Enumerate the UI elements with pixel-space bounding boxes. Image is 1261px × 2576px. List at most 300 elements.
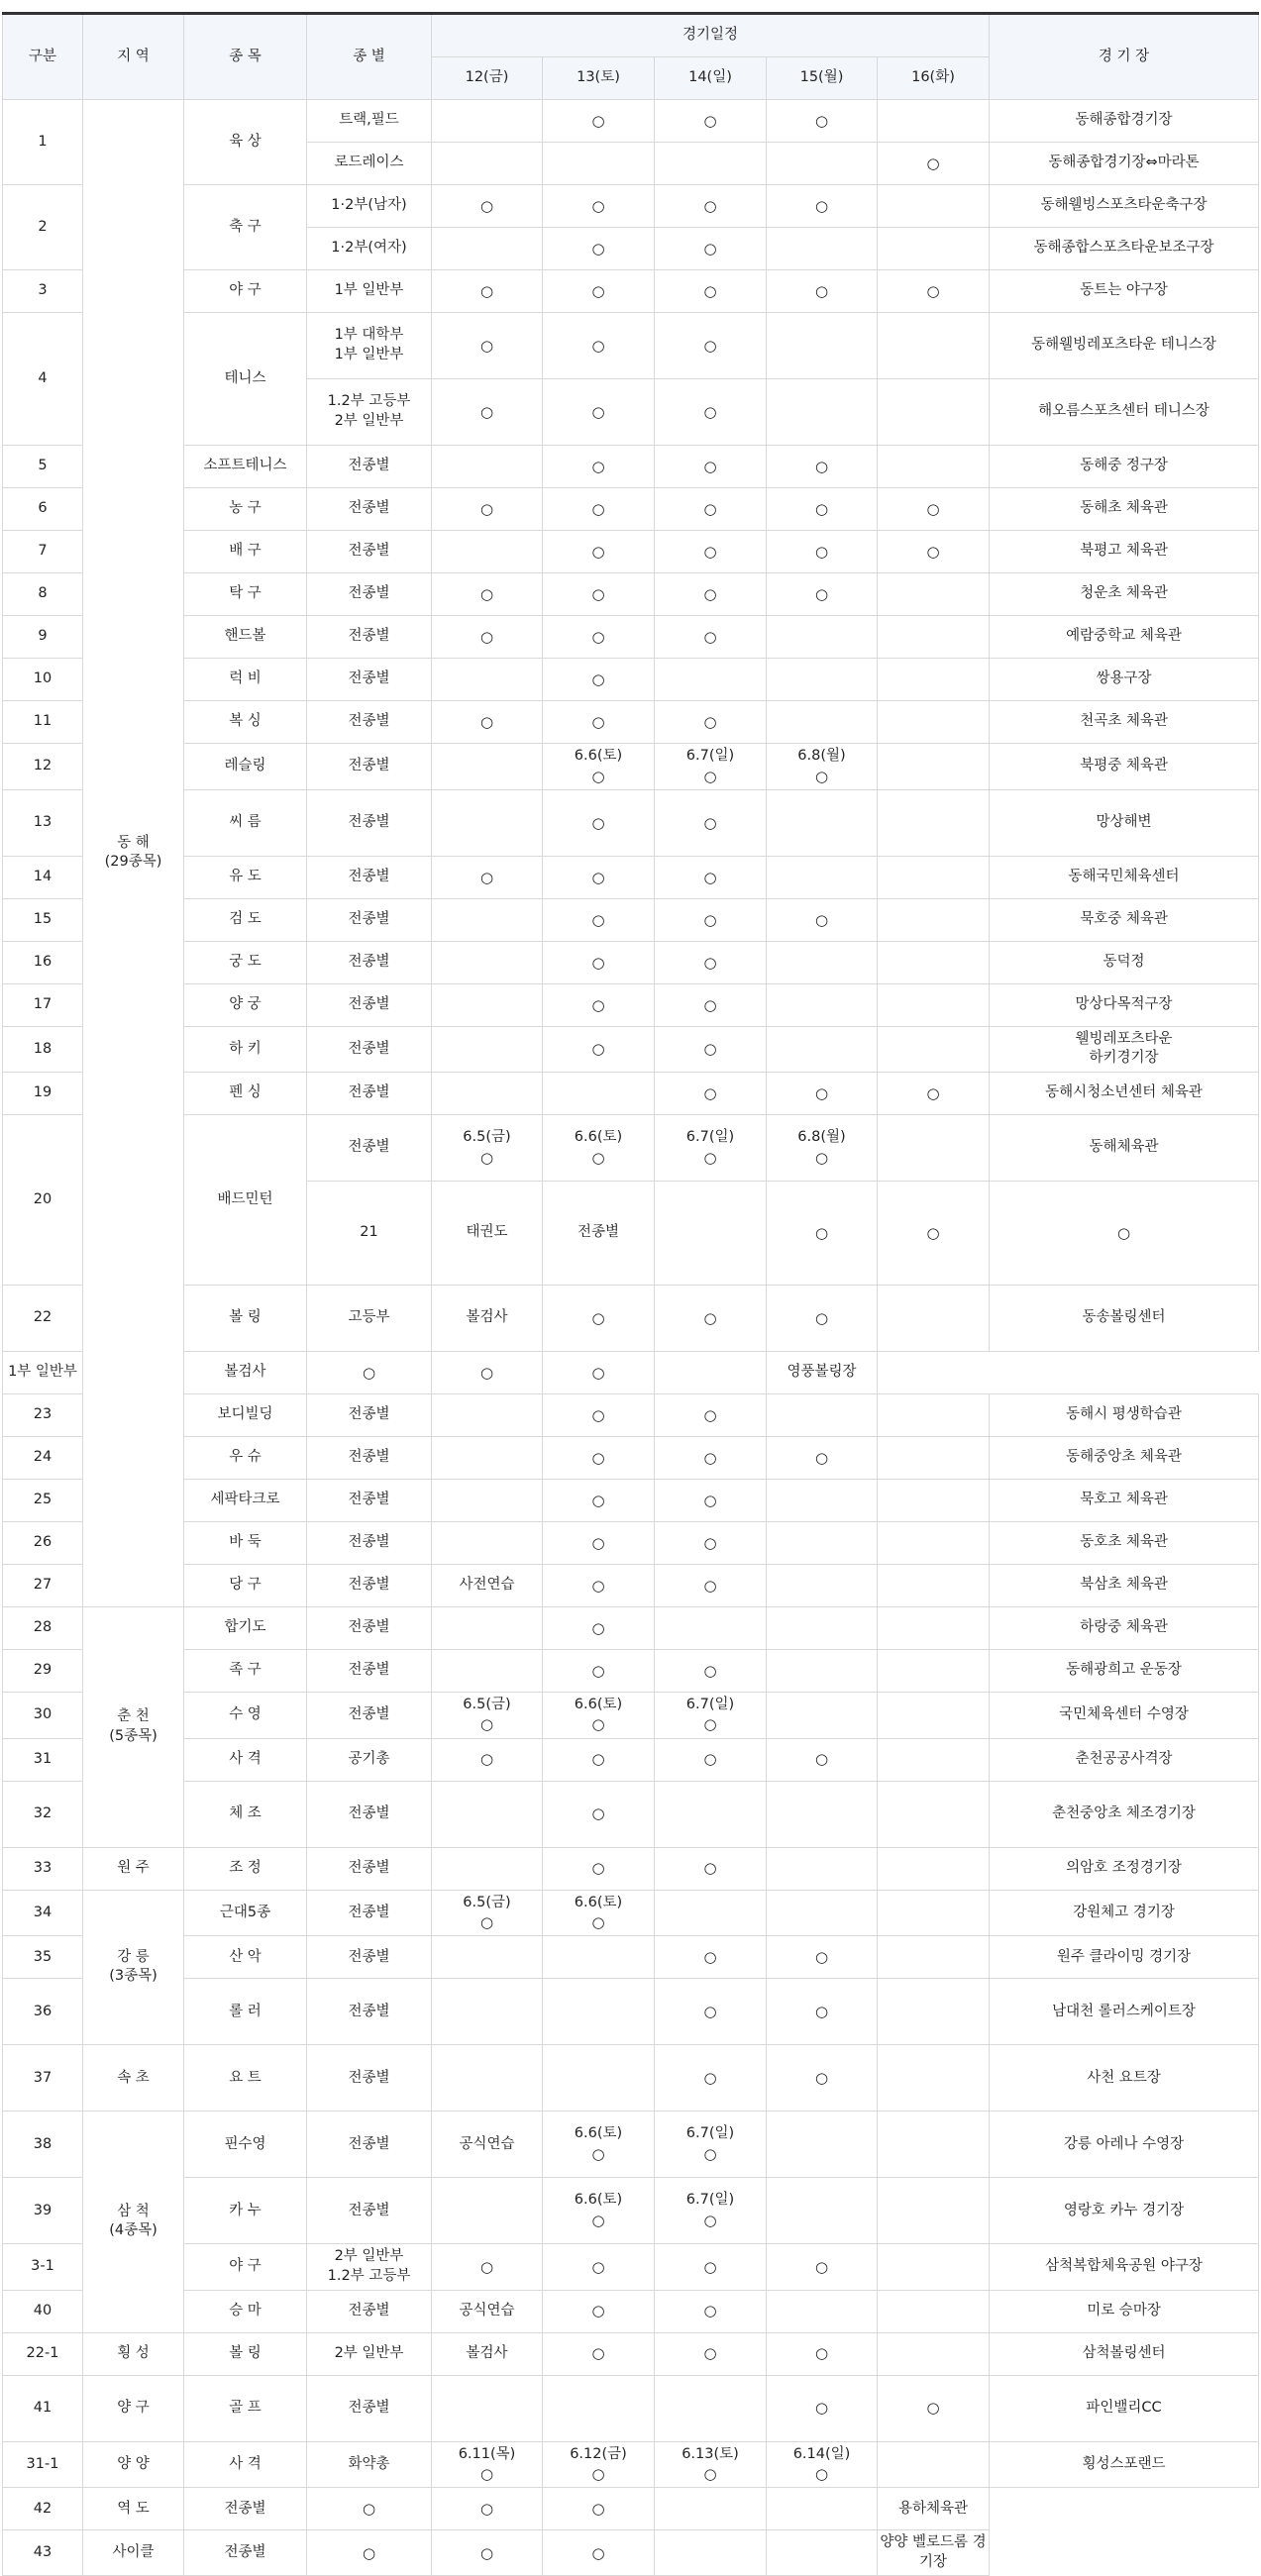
category-cell-text: 1부 일반부 bbox=[334, 347, 404, 362]
day-cell bbox=[184, 1351, 307, 1393]
match-day-mark: ○ bbox=[591, 2212, 605, 2230]
sport-cell-text: 핀수영 bbox=[224, 2135, 266, 2152]
day-cell bbox=[655, 983, 767, 1026]
day-cell bbox=[543, 1738, 655, 1781]
day-cell bbox=[878, 1072, 990, 1114]
day-cell bbox=[767, 616, 878, 659]
match-day-mark: ○ bbox=[703, 1491, 717, 1509]
day-cell bbox=[767, 2530, 878, 2576]
day-cell bbox=[878, 744, 990, 790]
match-day-mark: ○ bbox=[591, 457, 605, 475]
match-day-mark: ○ bbox=[814, 584, 829, 603]
table-row bbox=[3, 2290, 1259, 2332]
day-cell bbox=[543, 2045, 655, 2112]
day-cell bbox=[767, 1979, 878, 2045]
day-cell bbox=[878, 2045, 990, 2112]
venue-cell bbox=[878, 2488, 990, 2530]
day-cell bbox=[432, 659, 543, 701]
day-cell bbox=[543, 1692, 655, 1738]
day-cell bbox=[878, 1436, 990, 1479]
category-cell-text: 전종별 bbox=[348, 1804, 390, 1821]
day-cell bbox=[655, 488, 767, 531]
sport-cell bbox=[184, 941, 307, 983]
region-cell-text: 양 양 bbox=[117, 2455, 150, 2472]
match-day-mark: ○ bbox=[814, 2003, 829, 2021]
day-cell bbox=[432, 446, 543, 488]
day-cell bbox=[767, 2441, 878, 2488]
header-category: 종 별 bbox=[307, 14, 432, 100]
day-cell bbox=[878, 1979, 990, 2045]
match-day-mark: ○ bbox=[703, 712, 717, 731]
sport-cell bbox=[184, 616, 307, 659]
row-number-cell bbox=[3, 2178, 83, 2244]
day-cell bbox=[543, 1564, 655, 1606]
category-cell-text: 전종별 bbox=[348, 996, 390, 1013]
day-cell bbox=[432, 856, 543, 898]
row-number-cell-text: 24 bbox=[33, 1448, 53, 1465]
venue-cell bbox=[990, 856, 1259, 898]
row-number-cell bbox=[3, 2441, 83, 2488]
day-cell bbox=[543, 1936, 655, 1979]
row-number-cell bbox=[3, 1564, 83, 1606]
day-cell-text: 6.6(토) bbox=[574, 1894, 623, 1910]
sport-cell bbox=[184, 1479, 307, 1521]
table-row bbox=[3, 2488, 1259, 2530]
category-cell bbox=[307, 228, 432, 270]
sport-cell bbox=[184, 2178, 307, 2244]
venue-cell-text: 동해웰빙스포츠타운축구장 bbox=[1040, 197, 1208, 214]
match-day-mark: ○ bbox=[926, 281, 940, 300]
day-cell-text: 6.13(토) bbox=[682, 2445, 739, 2462]
category-cell-text: 1·2부(여자) bbox=[331, 240, 407, 257]
day-cell bbox=[767, 2488, 878, 2530]
match-day-mark: ○ bbox=[703, 2212, 717, 2230]
match-day-mark: ○ bbox=[591, 499, 605, 518]
header-day: 13(토) bbox=[543, 57, 655, 100]
sport-cell bbox=[184, 1606, 307, 1649]
day-cell bbox=[543, 789, 655, 856]
category-cell-text: 로드레이스 bbox=[334, 155, 404, 171]
day-cell-text: 6.7(일) bbox=[685, 1129, 735, 1146]
region-cell bbox=[83, 2112, 184, 2332]
day-cell bbox=[767, 1649, 878, 1692]
row-number-cell bbox=[307, 1181, 432, 1285]
row-number-cell-text: 6 bbox=[38, 500, 48, 517]
day-cell-text: 공식연습 bbox=[459, 2302, 515, 2318]
day-cell bbox=[767, 2332, 878, 2375]
sport-cell-text: 럭 비 bbox=[229, 670, 262, 687]
day-cell bbox=[432, 1979, 543, 2045]
day-cell bbox=[543, 313, 655, 379]
venue-cell bbox=[990, 2375, 1259, 2441]
venue-cell-text: 묵호중 체육관 bbox=[1080, 911, 1168, 928]
table-row bbox=[3, 185, 1259, 228]
match-day-mark: ○ bbox=[591, 995, 605, 1014]
match-day-mark: ○ bbox=[591, 1448, 605, 1467]
match-day-mark: ○ bbox=[703, 1948, 717, 1967]
match-day-mark: ○ bbox=[591, 1148, 605, 1167]
day-cell bbox=[878, 1521, 990, 1564]
sport-cell bbox=[184, 659, 307, 701]
sport-cell-text: 역 도 bbox=[117, 2500, 150, 2517]
venue-cell-text: 북평중 체육관 bbox=[1080, 758, 1168, 774]
match-day-mark: ○ bbox=[591, 2145, 605, 2164]
row-number-cell bbox=[3, 1890, 83, 1936]
category-cell bbox=[3, 1351, 83, 1393]
row-number-cell bbox=[3, 1285, 83, 1351]
day-cell bbox=[432, 2488, 543, 2530]
match-day-mark: ○ bbox=[591, 1405, 605, 1424]
match-day-mark: ○ bbox=[703, 813, 717, 832]
sport-cell-text: 배 구 bbox=[229, 543, 262, 560]
sport-cell-text: 사이클 bbox=[112, 2544, 155, 2561]
day-cell bbox=[543, 1781, 655, 1847]
day-cell bbox=[878, 446, 990, 488]
day-cell bbox=[767, 1564, 878, 1606]
row-number-cell bbox=[3, 2530, 83, 2576]
day-cell bbox=[543, 531, 655, 573]
sport-cell bbox=[184, 100, 307, 185]
match-day-mark: ○ bbox=[591, 1715, 605, 1734]
day-cell bbox=[767, 856, 878, 898]
sport-cell bbox=[184, 531, 307, 573]
day-cell-text: 6.7(일) bbox=[685, 1696, 735, 1712]
day-cell-text: 6.5(금) bbox=[463, 1696, 511, 1712]
day-cell bbox=[767, 228, 878, 270]
table-row bbox=[3, 941, 1259, 983]
match-day-mark: ○ bbox=[591, 196, 605, 215]
category-cell bbox=[307, 1936, 432, 1979]
venue-cell-text: 강원체고 경기장 bbox=[1073, 1904, 1175, 1920]
day-cell bbox=[878, 789, 990, 856]
table-row bbox=[3, 1564, 1259, 1606]
day-cell bbox=[543, 1479, 655, 1521]
day-cell-text: 6.6(토) bbox=[574, 2125, 623, 2142]
row-number-cell bbox=[3, 1436, 83, 1479]
region-cell-text: 횡 성 bbox=[117, 2344, 150, 2361]
day-cell bbox=[767, 1781, 878, 1847]
match-day-mark: ○ bbox=[591, 1491, 605, 1509]
sport-cell bbox=[184, 2244, 307, 2290]
table-row bbox=[3, 2375, 1259, 2441]
row-number-cell bbox=[3, 616, 83, 659]
category-cell bbox=[184, 2530, 307, 2576]
match-day-mark: ○ bbox=[362, 2500, 376, 2519]
match-day-mark: ○ bbox=[479, 1363, 494, 1382]
table-row bbox=[3, 2441, 1259, 2488]
sport-cell-text: 보디빌딩 bbox=[217, 1405, 273, 1422]
match-day-mark: ○ bbox=[703, 239, 717, 258]
venue-cell-text: 동해종합경기장⇔마라톤 bbox=[1048, 155, 1200, 171]
day-cell bbox=[432, 1738, 543, 1781]
row-number-cell bbox=[3, 659, 83, 701]
sport-cell-text: 테니스 bbox=[224, 369, 266, 386]
venue-cell bbox=[990, 1936, 1259, 1979]
sport-cell bbox=[184, 2045, 307, 2112]
row-number-cell bbox=[3, 1026, 83, 1072]
category-cell-text: 1부 대학부 bbox=[334, 327, 404, 344]
day-cell bbox=[543, 898, 655, 941]
sport-cell bbox=[184, 1847, 307, 1890]
match-day-mark: ○ bbox=[479, 627, 494, 646]
day-cell bbox=[655, 1738, 767, 1781]
day-cell bbox=[543, 1847, 655, 1890]
region-cell bbox=[83, 2045, 184, 2112]
competition-schedule-table bbox=[2, 12, 1259, 2576]
venue-cell bbox=[990, 2244, 1259, 2290]
sport-cell bbox=[83, 2530, 184, 2576]
sport-cell-text: 롤 러 bbox=[229, 2003, 262, 2019]
match-day-mark: ○ bbox=[591, 402, 605, 421]
day-cell bbox=[432, 2244, 543, 2290]
match-day-mark: ○ bbox=[591, 281, 605, 300]
sport-cell-text: 씨 름 bbox=[229, 814, 262, 831]
category-cell bbox=[307, 1436, 432, 1479]
day-cell bbox=[655, 2178, 767, 2244]
category-cell bbox=[307, 2290, 432, 2332]
day-cell bbox=[432, 1285, 543, 1351]
day-cell-text: 볼검사 bbox=[224, 1363, 266, 1380]
day-cell bbox=[655, 789, 767, 856]
region-cell bbox=[83, 100, 184, 1607]
row-number-cell-text: 31 bbox=[33, 1750, 53, 1767]
category-cell bbox=[307, 1692, 432, 1738]
match-day-mark: ○ bbox=[479, 499, 494, 518]
venue-cell bbox=[990, 1979, 1259, 2045]
match-day-mark: ○ bbox=[926, 2399, 940, 2418]
table-row bbox=[3, 2332, 1259, 2375]
match-day-mark: ○ bbox=[814, 910, 829, 929]
region-cell bbox=[83, 2441, 184, 2488]
header-day: 16(화) bbox=[878, 57, 990, 100]
day-cell bbox=[543, 143, 655, 185]
category-cell bbox=[307, 856, 432, 898]
row-number-cell bbox=[3, 1479, 83, 1521]
row-number-cell-text: 32 bbox=[33, 1804, 53, 1821]
header-no: 구분 bbox=[3, 14, 83, 100]
day-cell bbox=[432, 1521, 543, 1564]
day-cell bbox=[543, 1606, 655, 1649]
match-day-mark: ○ bbox=[703, 336, 717, 355]
day-cell-text: 6.8(월) bbox=[797, 748, 846, 764]
row-number-cell-text: 9 bbox=[38, 628, 48, 645]
day-cell bbox=[543, 446, 655, 488]
day-cell bbox=[543, 2290, 655, 2332]
row-number-cell bbox=[3, 2332, 83, 2375]
region-cell-text: 속 초 bbox=[117, 2069, 150, 2086]
day-cell bbox=[432, 1026, 543, 1072]
category-cell bbox=[307, 1072, 432, 1114]
sport-cell-text: 복 싱 bbox=[229, 713, 262, 730]
row-number-cell-text: 16 bbox=[33, 954, 53, 971]
table-row bbox=[3, 1393, 1259, 1436]
match-day-mark: ○ bbox=[814, 2465, 829, 2484]
day-cell bbox=[543, 616, 655, 659]
venue-cell bbox=[990, 1393, 1259, 1436]
sport-cell bbox=[184, 2441, 307, 2488]
category-cell-text: 전종별 bbox=[348, 2135, 390, 2152]
day-cell bbox=[878, 701, 990, 744]
sport-cell bbox=[184, 1393, 307, 1436]
venue-cell-text: 동해체육관 bbox=[1089, 1139, 1159, 1156]
table-row bbox=[3, 1738, 1259, 1781]
table-row bbox=[3, 531, 1259, 573]
sport-cell-text: 골 프 bbox=[229, 2399, 262, 2416]
category-cell bbox=[307, 2332, 432, 2375]
day-cell bbox=[543, 2244, 655, 2290]
day-cell-text: 6.12(금) bbox=[570, 2445, 627, 2462]
category-cell bbox=[307, 1285, 432, 1351]
match-day-mark: ○ bbox=[479, 712, 494, 731]
match-day-mark: ○ bbox=[703, 1533, 717, 1552]
category-cell-text: 전종별 bbox=[348, 585, 390, 602]
category-cell-text: 트랙,필드 bbox=[339, 112, 399, 129]
category-cell-text: 2부 일반부 bbox=[334, 2248, 404, 2265]
category-cell bbox=[307, 2178, 432, 2244]
day-cell bbox=[878, 379, 990, 446]
match-day-mark: ○ bbox=[814, 281, 829, 300]
category-cell-text: 전종별 bbox=[348, 1139, 390, 1156]
match-day-mark: ○ bbox=[703, 584, 717, 603]
day-cell bbox=[655, 446, 767, 488]
match-day-mark: ○ bbox=[814, 2399, 829, 2418]
day-cell bbox=[655, 2375, 767, 2441]
day-cell-text: 6.6(토) bbox=[574, 748, 623, 764]
match-day-mark: ○ bbox=[814, 111, 829, 130]
day-cell bbox=[543, 744, 655, 790]
sport-cell bbox=[184, 1738, 307, 1781]
match-day-mark: ○ bbox=[703, 995, 717, 1014]
region-cell-text: (29종목) bbox=[104, 854, 162, 871]
day-cell bbox=[878, 983, 990, 1026]
day-cell bbox=[878, 1285, 990, 1351]
day-cell bbox=[655, 1114, 767, 1181]
sport-cell-text: 당 구 bbox=[229, 1576, 262, 1593]
sport-cell-text: 핸드볼 bbox=[224, 628, 266, 645]
venue-cell-text: 동해광희고 운동장 bbox=[1066, 1661, 1182, 1678]
match-day-mark: ○ bbox=[591, 1859, 605, 1878]
sport-cell bbox=[184, 856, 307, 898]
venue-cell-text: 청운초 체육관 bbox=[1080, 585, 1168, 602]
sport-cell bbox=[184, 1285, 307, 1351]
table-row bbox=[3, 488, 1259, 531]
match-day-mark: ○ bbox=[703, 1750, 717, 1769]
row-number-cell-text: 37 bbox=[33, 2069, 53, 2086]
venue-cell-text: 망상해변 bbox=[1096, 814, 1152, 831]
match-day-mark: ○ bbox=[479, 402, 494, 421]
match-day-mark: ○ bbox=[703, 196, 717, 215]
day-cell bbox=[878, 1936, 990, 1979]
day-cell-text: 6.5(금) bbox=[463, 1894, 511, 1910]
sport-cell-text: 궁 도 bbox=[229, 954, 262, 971]
day-cell bbox=[655, 1072, 767, 1114]
row-number-cell-text: 36 bbox=[33, 2003, 53, 2019]
day-cell bbox=[432, 1781, 543, 1847]
sport-cell-text: 족 구 bbox=[229, 1661, 262, 1678]
sport-cell-text: 야 구 bbox=[229, 282, 262, 299]
day-cell bbox=[767, 446, 878, 488]
match-day-mark: ○ bbox=[479, 584, 494, 603]
sport-cell bbox=[184, 1979, 307, 2045]
row-number-cell bbox=[3, 2112, 83, 2178]
venue-cell-text: 횡성스포랜드 bbox=[1082, 2455, 1166, 2472]
row-number-cell bbox=[3, 1692, 83, 1738]
venue-cell-text: 동해중앙초 체육관 bbox=[1066, 1448, 1182, 1465]
day-cell bbox=[307, 2530, 432, 2576]
day-cell bbox=[543, 1026, 655, 1072]
category-cell bbox=[307, 446, 432, 488]
day-cell bbox=[432, 1436, 543, 1479]
match-day-mark: ○ bbox=[591, 542, 605, 561]
day-cell bbox=[767, 1393, 878, 1436]
day-cell bbox=[878, 573, 990, 616]
day-cell bbox=[767, 2244, 878, 2290]
venue-cell bbox=[990, 270, 1259, 313]
day-cell bbox=[655, 1890, 767, 1936]
sport-cell bbox=[83, 2488, 184, 2530]
match-day-mark: ○ bbox=[479, 1715, 494, 1734]
match-day-mark: ○ bbox=[591, 1618, 605, 1637]
day-cell bbox=[878, 1692, 990, 1738]
venue-cell bbox=[990, 531, 1259, 573]
region-cell-text: 강 릉 bbox=[117, 1948, 150, 1965]
day-cell bbox=[432, 1649, 543, 1692]
day-cell bbox=[432, 616, 543, 659]
day-cell bbox=[543, 2441, 655, 2488]
category-cell bbox=[307, 789, 432, 856]
category-cell bbox=[307, 1738, 432, 1781]
row-number-cell bbox=[3, 1847, 83, 1890]
sport-cell bbox=[184, 701, 307, 744]
sport-cell-text: 수 영 bbox=[229, 1705, 262, 1722]
day-cell bbox=[432, 789, 543, 856]
category-cell bbox=[307, 1026, 432, 1072]
table-row bbox=[3, 1979, 1259, 2045]
day-cell bbox=[432, 2530, 543, 2576]
day-cell bbox=[767, 1026, 878, 1072]
row-number-cell bbox=[3, 856, 83, 898]
category-cell-text: 전종별 bbox=[348, 1448, 390, 1465]
sport-cell bbox=[184, 1564, 307, 1606]
category-cell bbox=[307, 1521, 432, 1564]
category-cell bbox=[307, 573, 432, 616]
sport-cell bbox=[184, 789, 307, 856]
venue-cell-text: 북삼초 체육관 bbox=[1080, 1576, 1168, 1593]
category-cell bbox=[307, 143, 432, 185]
day-cell bbox=[878, 1564, 990, 1606]
category-cell-text: 전종별 bbox=[224, 2500, 266, 2517]
venue-cell-text: 춘천중앙초 체조경기장 bbox=[1052, 1804, 1196, 1821]
category-cell-text: 고등부 bbox=[348, 1308, 390, 1325]
category-cell-text: 공기총 bbox=[348, 1750, 390, 1767]
day-cell bbox=[432, 185, 543, 228]
sport-cell-text: 조 정 bbox=[229, 1859, 262, 1876]
day-cell bbox=[878, 856, 990, 898]
venue-cell bbox=[990, 100, 1259, 143]
row-number-cell-text: 5 bbox=[38, 458, 48, 474]
day-cell bbox=[767, 2290, 878, 2332]
category-cell-text: 전종별 bbox=[348, 1491, 390, 1507]
row-number-cell-text: 29 bbox=[33, 1661, 53, 1678]
sport-cell-text: 축 구 bbox=[229, 218, 262, 235]
sport-cell bbox=[184, 1521, 307, 1564]
row-number-cell bbox=[3, 2244, 83, 2290]
sport-cell bbox=[184, 1936, 307, 1979]
day-cell bbox=[878, 2441, 990, 2488]
venue-cell bbox=[990, 2112, 1259, 2178]
day-cell bbox=[767, 313, 878, 379]
region-cell-text: 동 해 bbox=[117, 834, 150, 851]
